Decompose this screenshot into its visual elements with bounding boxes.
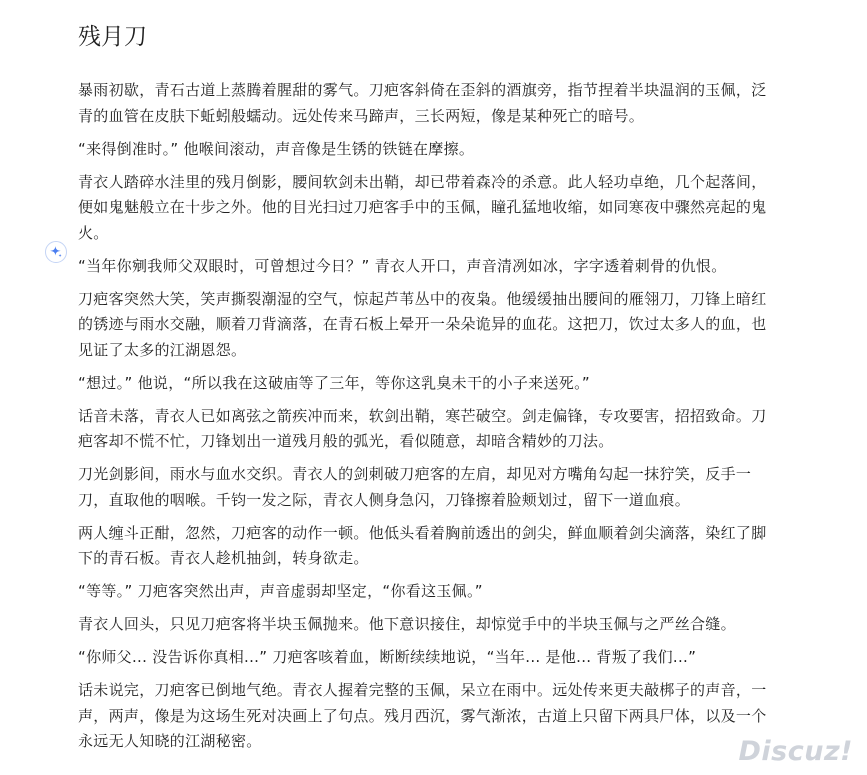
paragraph-2: “来得倒准时。” 他喉间滚动，声音像是生锈的铁链在摩擦。 [78, 139, 475, 158]
document [78, 14, 778, 762]
paragraph-13: 话未说完，刀疤客已倒地气绝。青衣人握着完整的玉佩，呆立在雨中。远处传来更夫敲梆子的声音，一声，两声，像是为这场生死对决画上了句点。残月西沉，雾气渐浓，古道上只留下两具尸体，以及一个永远无人知晓的江湖秘密。 [78, 681, 767, 750]
paragraph-1: 暴雨初歇，青石古道上蒸腾着腥甜的雾气。刀疤客斜倚在歪斜的酒旗旁，指节捏着半块温润的玉佩，泛青的血管在皮肤下蚯蚓般蠕动。远处传来马蹄声，三长两短，像是某种死亡的暗号。 [78, 81, 767, 125]
paragraph-8: 刀光剑影间，雨水与血水交织。青衣人的剑刺破刀疤客的左肩，却见对方嘴角勾起一抹狞笑，反手一刀，直取他的咽喉。千钧一发之际，青衣人侧身急闪，刀锋擦着脸颊划过，留下一道血痕。 [78, 465, 752, 509]
discuz-watermark: Discuz! [738, 736, 853, 767]
sparkle-glyph [49, 245, 63, 259]
paragraph-11: 青衣人回头，只见刀疤客将半块玉佩抛来。他下意识接住，却惊觉手中的半块玉佩与之严丝合缝。 [78, 615, 736, 633]
paragraph-5: 刀疤客突然大笑，笑声撕裂潮湿的空气，惊起芦苇丛中的夜枭。他缓缓抽出腰间的雁翎刀，刀锋上暗红的锈迹与雨水交融，顺着刀背滴落，在青石板上晕开一朵朵诡异的血花。这把刀，饮过太多人的血，也见证了太多的江湖恩怨。 [78, 289, 767, 359]
paragraph-6: “想过。” 他说，“所以我在这破庙等了三年，等你这乳臭未干的小子来送死。” [78, 373, 590, 392]
sparkle-icon[interactable] [45, 241, 67, 263]
paragraph-7: 话音未落，青衣人已如离弦之箭疾冲而来，软剑出鞘，寒芒破空。剑走偏锋，专攻要害，招招致命。刀疤客却不慌不忙，刀锋划出一道残月般的弧光，看似随意，却暗含精妙的刀法。 [78, 406, 767, 450]
paragraph-9: 两人缠斗正酣，忽然，刀疤客的动作一顿。他低头看着胸前透出的剑尖，鲜血顺着剑尖滴落，染红了脚下的青石板。青衣人趁机抽剑，转身欲走。 [78, 523, 767, 567]
paragraph-10: “等等。” 刀疤客突然出声，声音虚弱却坚定，“你看这玉佩。” [78, 582, 483, 600]
document-title: 残月刀 [78, 24, 147, 50]
paragraph-3: 青衣人踏碎水洼里的残月倒影，腰间软剑未出鞘，却已带着森冷的杀意。此人轻功卓绝，几个起落间，便如鬼魅般立在十步之外。他的目光扫过刀疤客手中的玉佩，瞳孔猛地收缩，如同寒夜中骤然亮起的鬼火。 [78, 172, 767, 242]
paragraph-12: “你师父... 没告诉你真相...” 刀疤客咳着血，断断续续地说，“当年... 是他... 背叛了我们...” [78, 648, 697, 666]
paragraph-4: “当年你剜我师父双眼时，可曾想过今日？” 青衣人开口，声音清冽如冰，字字透着刺骨的仇恨。 [78, 256, 727, 275]
